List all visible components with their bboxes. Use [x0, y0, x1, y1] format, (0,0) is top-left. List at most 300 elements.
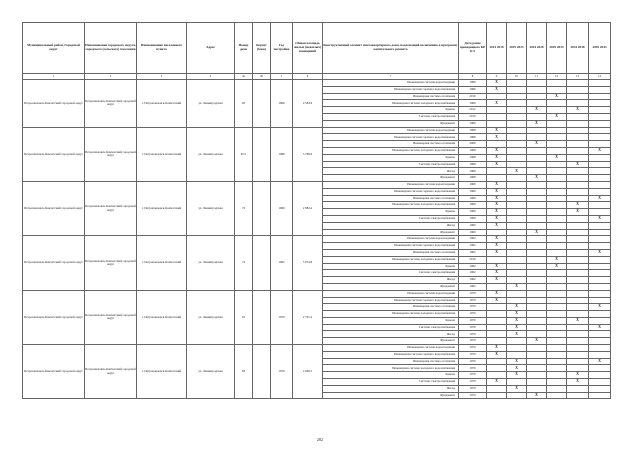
period-mark-cell — [589, 222, 611, 229]
period-mark-cell — [527, 181, 547, 188]
period-mark-cell — [589, 290, 611, 297]
element-cell: Крыша — [323, 317, 459, 324]
area-cell: 5 798,6 — [293, 127, 323, 181]
period-mark-cell — [567, 215, 589, 222]
period-mark-cell — [547, 236, 567, 243]
period-mark-cell — [589, 188, 611, 195]
header-block: Корпус (блок) — [253, 23, 271, 74]
element-cell: Инженерная система отопления — [323, 358, 459, 365]
period-mark-cell — [567, 127, 589, 134]
period-mark-cell: X — [487, 290, 507, 297]
period-mark-cell: X — [527, 120, 547, 127]
period-mark-cell: X — [567, 372, 589, 379]
prev-repair-date-cell: 1969 — [459, 209, 487, 216]
prev-repair-date-cell: 1969 — [459, 195, 487, 202]
period-mark-cell — [547, 202, 567, 209]
address-cell: ул. Ленинградская — [187, 181, 235, 235]
period-mark-cell — [589, 372, 611, 379]
column-number: 4б — [253, 74, 271, 80]
period-mark-cell — [527, 256, 547, 263]
period-mark-cell — [487, 311, 507, 318]
area-cell: 4 584,9 — [293, 80, 323, 128]
period-mark-cell: X — [487, 100, 507, 107]
build-year-cell: 1968 — [271, 127, 293, 181]
period-mark-cell — [567, 147, 589, 154]
element-cell: Крыша — [323, 263, 459, 270]
header-period-2039-2043: 2039 2043 — [589, 23, 611, 74]
period-mark-cell — [507, 86, 527, 93]
element-cell: Инженерная система отопления — [323, 93, 459, 100]
prev-repair-date-cell: 2010 — [459, 113, 487, 120]
period-mark-cell — [589, 80, 611, 87]
settlement-cell: Петропавловск-Камчатский городской округ — [85, 345, 137, 399]
period-mark-cell: X — [487, 379, 507, 386]
element-cell: Система электроснабжения — [323, 215, 459, 222]
period-mark-cell — [487, 229, 507, 236]
period-mark-cell — [589, 161, 611, 168]
period-mark-cell — [487, 120, 507, 127]
prev-repair-date-cell: 1962 — [459, 270, 487, 277]
period-mark-cell — [547, 229, 567, 236]
period-mark-cell — [527, 215, 547, 222]
period-mark-cell: X — [507, 311, 527, 318]
period-mark-cell — [589, 175, 611, 182]
period-mark-cell — [487, 317, 507, 324]
district-cell: Петропавловск-Камчатский городской округ — [23, 290, 85, 344]
header-period-2029-2033: 2029 2033 — [547, 23, 567, 74]
prev-repair-date-cell: 1962 — [459, 283, 487, 290]
period-mark-cell — [589, 107, 611, 114]
prev-repair-date-cell: 1962 — [459, 243, 487, 250]
column-number: 9 — [487, 74, 507, 80]
period-mark-cell — [547, 277, 567, 284]
element-cell: Фундамент — [323, 229, 459, 236]
period-mark-cell — [589, 317, 611, 324]
prev-repair-date-cell: 1966 — [459, 86, 487, 93]
period-mark-cell — [547, 100, 567, 107]
prev-repair-date-cell: 1970 — [459, 372, 487, 379]
prev-repair-date-cell: 1968 — [459, 168, 487, 175]
period-mark-cell — [567, 297, 589, 304]
header-period-2024-2028: 2024 2028 — [527, 23, 547, 74]
element-cell: Фундамент — [323, 392, 459, 399]
period-mark-cell — [527, 161, 547, 168]
period-mark-cell — [507, 215, 527, 222]
period-mark-cell — [487, 141, 507, 148]
prev-repair-date-cell: 1970 — [459, 385, 487, 392]
element-cell: Крыша — [323, 209, 459, 216]
element-cell: Фундамент — [323, 175, 459, 182]
period-mark-cell: X — [567, 379, 589, 386]
period-mark-cell — [589, 209, 611, 216]
period-mark-cell — [547, 209, 567, 216]
period-mark-cell: X — [547, 154, 567, 161]
period-mark-cell — [527, 80, 547, 87]
period-mark-cell — [567, 175, 589, 182]
build-year-cell: 1970 — [271, 345, 293, 399]
period-mark-cell: X — [487, 80, 507, 87]
period-mark-cell — [547, 243, 567, 250]
period-mark-cell: X — [487, 263, 507, 270]
prev-repair-date-cell: 1962 — [459, 249, 487, 256]
period-mark-cell: X — [487, 195, 507, 202]
period-mark-cell: X — [527, 338, 547, 345]
prev-repair-date-cell: 1970 — [459, 392, 487, 399]
prev-repair-date-cell: 1966 — [459, 80, 487, 87]
period-mark-cell — [507, 181, 527, 188]
period-mark-cell — [507, 345, 527, 352]
period-mark-cell: X — [527, 229, 547, 236]
period-mark-cell — [507, 236, 527, 243]
prev-repair-date-cell: 1970 — [459, 351, 487, 358]
period-mark-cell — [547, 297, 567, 304]
period-mark-cell — [507, 147, 527, 154]
element-cell: Инженерная система отопления — [323, 304, 459, 311]
period-mark-cell — [589, 270, 611, 277]
period-mark-cell — [507, 195, 527, 202]
element-cell: Фасад — [323, 331, 459, 338]
period-mark-cell — [567, 256, 589, 263]
period-mark-cell — [567, 351, 589, 358]
period-mark-cell — [589, 141, 611, 148]
period-mark-cell — [567, 270, 589, 277]
prev-repair-date-cell: 1970 — [459, 290, 487, 297]
period-mark-cell: X — [487, 181, 507, 188]
period-mark-cell — [567, 236, 589, 243]
element-cell: Система электроснабжения — [323, 379, 459, 386]
element-cell: Крыша — [323, 107, 459, 114]
period-mark-cell — [487, 338, 507, 345]
block-cell — [253, 181, 271, 235]
element-cell: Фасад — [323, 277, 459, 284]
period-mark-cell — [567, 263, 589, 270]
column-number: 8 — [459, 74, 487, 80]
period-mark-cell — [507, 290, 527, 297]
element-cell: Инженерная система горячего водоснабжения — [323, 351, 459, 358]
period-mark-cell — [567, 168, 589, 175]
period-mark-cell — [547, 270, 567, 277]
period-mark-cell — [547, 147, 567, 154]
period-mark-cell: X — [487, 154, 507, 161]
period-mark-cell: X — [589, 304, 611, 311]
period-mark-cell: X — [589, 358, 611, 365]
column-number: 14 — [589, 74, 611, 80]
period-mark-cell: X — [487, 249, 507, 256]
element-cell: Инженерная система водоотведения — [323, 181, 459, 188]
period-mark-cell — [589, 168, 611, 175]
element-cell: Инженерная система водоотведения — [323, 236, 459, 243]
period-mark-cell: X — [487, 215, 507, 222]
block-cell — [253, 127, 271, 181]
period-mark-cell — [527, 379, 547, 386]
settlement-cell: Петропавловск-Камчатский городской округ — [85, 127, 137, 181]
prev-repair-date-cell: 1969 — [459, 229, 487, 236]
table-row — [23, 236, 611, 243]
period-mark-cell — [527, 304, 547, 311]
header-element: Конструктивный элемент многоквартирного дома, подлежащий включению в программу капитального ремонта — [323, 23, 459, 74]
period-mark-cell: X — [507, 385, 527, 392]
period-mark-cell — [589, 93, 611, 100]
prev-repair-date-cell: 1970 — [459, 317, 487, 324]
period-mark-cell — [567, 141, 589, 148]
period-mark-cell — [527, 236, 547, 243]
period-mark-cell — [567, 358, 589, 365]
locality-cell: г. Петропавловск-Камчатский — [137, 127, 187, 181]
house-number-cell: 74 — [235, 236, 253, 290]
period-mark-cell — [547, 141, 567, 148]
period-mark-cell — [567, 195, 589, 202]
element-cell: Инженерная система водоотведения — [323, 345, 459, 352]
period-mark-cell: X — [527, 175, 547, 182]
period-mark-cell — [507, 80, 527, 87]
table-row — [23, 181, 611, 188]
district-cell: Петропавловск-Камчатский городской округ — [23, 181, 85, 235]
period-mark-cell: X — [487, 243, 507, 250]
period-mark-cell — [507, 161, 527, 168]
element-cell: Инженерная система отопления — [323, 195, 459, 202]
period-mark-cell — [487, 365, 507, 372]
period-mark-cell — [487, 283, 507, 290]
period-mark-cell — [487, 175, 507, 182]
element-cell: Фасад — [323, 222, 459, 229]
period-mark-cell — [487, 256, 507, 263]
period-mark-cell — [589, 338, 611, 345]
period-mark-cell — [527, 277, 547, 284]
settlement-cell: Петропавловск-Камчатский городской округ — [85, 80, 137, 128]
period-mark-cell — [589, 229, 611, 236]
period-mark-cell — [567, 290, 589, 297]
prev-repair-date-cell: 1970 — [459, 331, 487, 338]
prev-repair-date-cell: 2008 — [459, 141, 487, 148]
period-mark-cell — [527, 311, 547, 318]
period-mark-cell — [547, 365, 567, 372]
house-number-cell: 72 — [235, 181, 253, 235]
period-mark-cell — [589, 331, 611, 338]
area-cell: 2 882,4 — [293, 181, 323, 235]
period-mark-cell — [547, 195, 567, 202]
period-mark-cell — [527, 168, 547, 175]
period-mark-cell — [547, 372, 567, 379]
period-mark-cell — [527, 154, 547, 161]
period-mark-cell — [487, 358, 507, 365]
prev-repair-date-cell: 1962 — [459, 236, 487, 243]
period-mark-cell — [487, 113, 507, 120]
element-cell: Фундамент — [323, 338, 459, 345]
locality-cell: г. Петропавловск-Камчатский — [137, 181, 187, 235]
period-mark-cell — [589, 236, 611, 243]
period-mark-cell — [527, 283, 547, 290]
period-mark-cell: X — [487, 345, 507, 352]
period-mark-cell — [567, 392, 589, 399]
period-mark-cell — [507, 134, 527, 141]
period-mark-cell: X — [589, 249, 611, 256]
period-mark-cell: X — [507, 168, 527, 175]
column-number: 2 — [85, 74, 137, 80]
period-mark-cell — [547, 283, 567, 290]
period-mark-cell — [507, 338, 527, 345]
period-mark-cell — [527, 100, 547, 107]
district-cell: Петропавловск-Камчатский городской округ — [23, 80, 85, 128]
element-cell: Система электроснабжения — [323, 324, 459, 331]
period-mark-cell — [567, 93, 589, 100]
period-mark-cell — [507, 209, 527, 216]
period-mark-cell — [507, 379, 527, 386]
element-cell: Фундамент — [323, 283, 459, 290]
element-cell: Инженерная система водоотведения — [323, 80, 459, 87]
period-mark-cell — [567, 222, 589, 229]
column-number: 12 — [547, 74, 567, 80]
table-row — [23, 345, 611, 352]
period-mark-cell: X — [487, 202, 507, 209]
period-mark-cell: X — [487, 209, 507, 216]
period-mark-cell — [567, 338, 589, 345]
prev-repair-date-cell: 1968 — [459, 154, 487, 161]
period-mark-cell — [589, 379, 611, 386]
period-mark-cell — [487, 324, 507, 331]
period-mark-cell — [527, 331, 547, 338]
period-mark-cell — [507, 229, 527, 236]
period-mark-cell — [527, 324, 547, 331]
period-mark-cell — [507, 100, 527, 107]
period-mark-cell — [527, 209, 547, 216]
prev-repair-date-cell: 1962 — [459, 277, 487, 284]
period-mark-cell — [547, 161, 567, 168]
period-mark-cell — [589, 351, 611, 358]
element-cell: Инженерная система холодного водоснабжения — [323, 311, 459, 318]
period-mark-cell — [507, 249, 527, 256]
area-cell: 2 701,2 — [293, 290, 323, 344]
prev-repair-date-cell: 1969 — [459, 215, 487, 222]
period-mark-cell: X — [507, 317, 527, 324]
prev-repair-date-cell: 1969 — [459, 181, 487, 188]
period-mark-cell — [547, 392, 567, 399]
district-cell: Петропавловск-Камчатский городской округ — [23, 236, 85, 290]
house-number-cell: 83 — [235, 345, 253, 399]
period-mark-cell — [487, 385, 507, 392]
period-mark-cell — [589, 134, 611, 141]
column-number: 3 — [137, 74, 187, 80]
period-mark-cell: X — [487, 277, 507, 284]
period-mark-cell — [589, 86, 611, 93]
period-mark-cell — [527, 290, 547, 297]
prev-repair-date-cell: 1966 — [459, 120, 487, 127]
address-cell: ул. Ленинградская — [187, 236, 235, 290]
element-cell: Инженерная система горячего водоснабжения — [323, 243, 459, 250]
table-body — [23, 80, 611, 399]
period-mark-cell — [527, 317, 547, 324]
district-cell: Петропавловск-Камчатский городской округ — [23, 127, 85, 181]
period-mark-cell — [567, 86, 589, 93]
element-cell: Инженерная система горячего водоснабжения — [323, 297, 459, 304]
period-mark-cell — [547, 86, 567, 93]
settlement-cell: Петропавловск-Камчатский городской округ — [85, 236, 137, 290]
header-locality: Наименование населенного пункта — [137, 23, 187, 74]
period-mark-cell — [527, 195, 547, 202]
element-cell: Система электроснабжения — [323, 270, 459, 277]
period-mark-cell: X — [547, 93, 567, 100]
period-mark-cell — [567, 120, 589, 127]
prev-repair-date-cell: 2010 — [459, 256, 487, 263]
period-mark-cell — [507, 256, 527, 263]
period-mark-cell — [567, 181, 589, 188]
period-mark-cell — [527, 188, 547, 195]
prev-repair-date-cell: 2012 — [459, 107, 487, 114]
period-mark-cell: X — [487, 147, 507, 154]
period-mark-cell — [547, 331, 567, 338]
period-mark-cell — [547, 338, 567, 345]
locality-cell: г. Петропавловск-Камчатский — [137, 80, 187, 128]
period-mark-cell — [527, 147, 547, 154]
period-mark-cell — [567, 249, 589, 256]
period-mark-cell — [507, 93, 527, 100]
house-number-cell: 81 — [235, 290, 253, 344]
period-mark-cell — [547, 351, 567, 358]
settlement-cell: Петропавловск-Камчатский городской округ — [85, 181, 137, 235]
header-area: Общая площадь жилых (нежилых) помещений — [293, 23, 323, 74]
header-period-2014-2018: 2014 2018 — [487, 23, 507, 74]
period-mark-cell — [589, 392, 611, 399]
block-cell — [253, 290, 271, 344]
prev-repair-date-cell: 1968 — [459, 175, 487, 182]
period-mark-cell — [589, 120, 611, 127]
period-mark-cell — [567, 331, 589, 338]
prev-repair-date-cell: 1970 — [459, 311, 487, 318]
period-mark-cell — [547, 215, 567, 222]
period-mark-cell — [547, 188, 567, 195]
build-year-cell: 1970 — [271, 290, 293, 344]
address-cell: ул. Ленинградская — [187, 345, 235, 399]
period-mark-cell — [547, 80, 567, 87]
period-mark-cell — [589, 263, 611, 270]
period-mark-cell: X — [487, 297, 507, 304]
period-mark-cell — [589, 127, 611, 134]
header-address: Адрес — [187, 23, 235, 74]
header-build-year: Год постройки — [271, 23, 293, 74]
period-mark-cell — [527, 113, 547, 120]
period-mark-cell: X — [589, 195, 611, 202]
period-mark-cell — [547, 181, 567, 188]
column-number: 13 — [567, 74, 589, 80]
element-cell: Система электроснабжения — [323, 113, 459, 120]
period-mark-cell: X — [487, 188, 507, 195]
column-number: 11 — [527, 74, 547, 80]
prev-repair-date-cell: 1966 — [459, 100, 487, 107]
prev-repair-date-cell: 1970 — [459, 345, 487, 352]
period-mark-cell — [567, 311, 589, 318]
period-mark-cell — [567, 100, 589, 107]
period-mark-cell — [589, 297, 611, 304]
period-mark-cell — [527, 365, 547, 372]
prev-repair-date-cell: 1968 — [459, 127, 487, 134]
element-cell: Инженерная система холодного водоснабжения — [323, 202, 459, 209]
period-mark-cell — [527, 263, 547, 270]
period-mark-cell: X — [487, 127, 507, 134]
prev-repair-date-cell: 1970 — [459, 304, 487, 311]
period-mark-cell — [527, 372, 547, 379]
period-mark-cell: X — [507, 358, 527, 365]
period-mark-cell: X — [507, 304, 527, 311]
period-mark-cell — [527, 134, 547, 141]
period-mark-cell — [527, 358, 547, 365]
element-cell: Фундамент — [323, 120, 459, 127]
period-mark-cell — [487, 93, 507, 100]
prev-repair-date-cell: 1969 — [459, 222, 487, 229]
period-mark-cell: X — [507, 372, 527, 379]
period-mark-cell: X — [567, 107, 589, 114]
column-number: 6 — [293, 74, 323, 80]
period-mark-cell — [589, 202, 611, 209]
period-mark-cell — [507, 297, 527, 304]
